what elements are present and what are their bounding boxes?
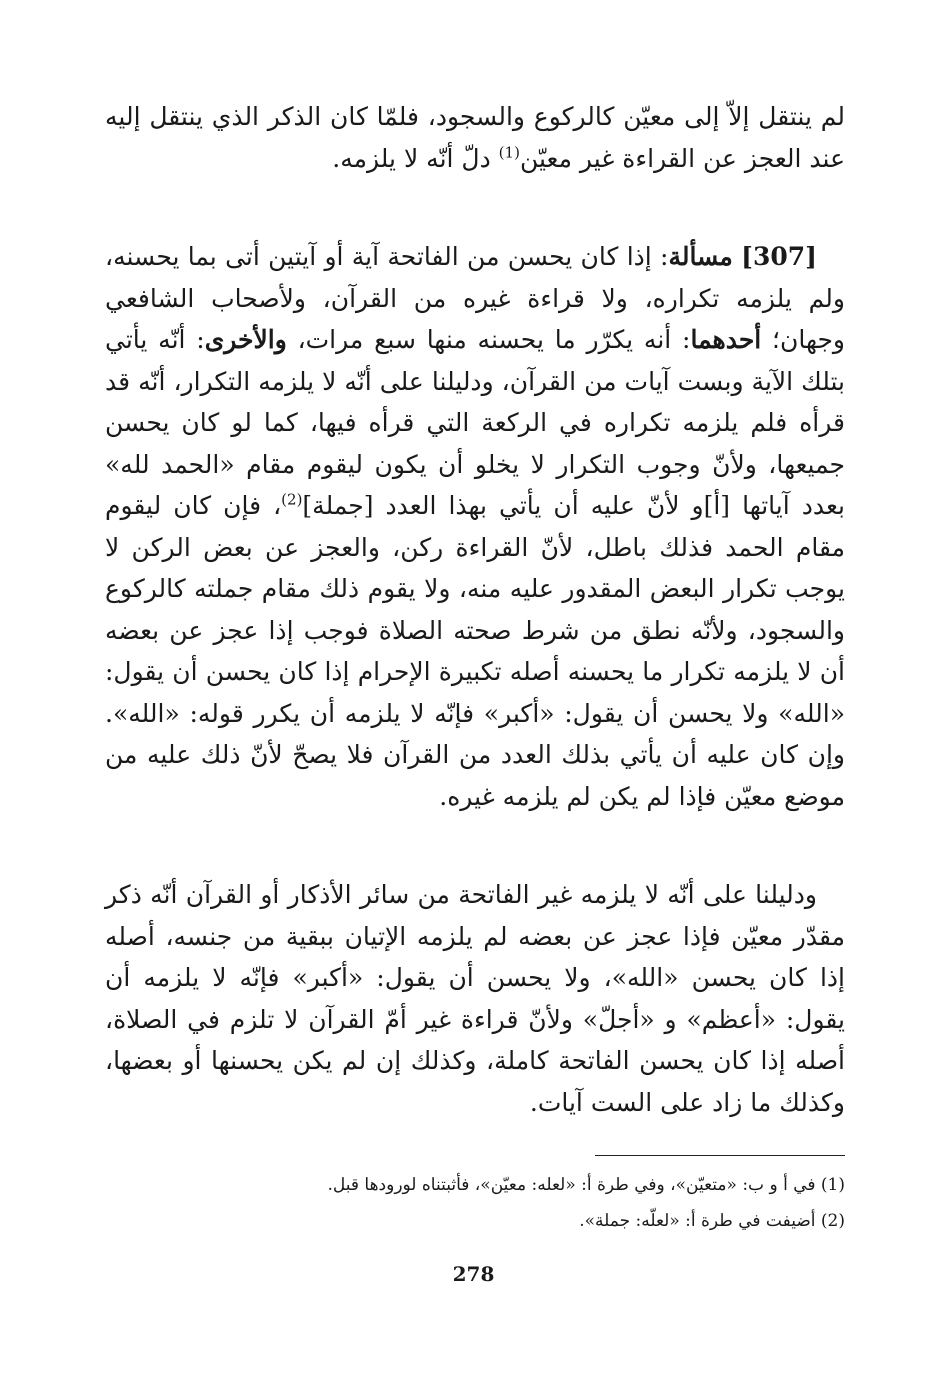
issue-number: [307] <box>741 242 817 271</box>
paragraph-2-text-c: : أنّه يأتي بتلك الآية وبست آيات من القرآن، ودليلنا على أنّه لا يلزمه التكرار، أنّه قد قرأه فلم يلزمه تكراره في الركعة التي قرأه فيها، كما لو كان يحسن جميعها، ولأنّ وجوب التكرار لا يخلو أن يكون ليقوم مقام «الحمد لله» بعدد آياتها [أ]و لأنّ عليه أن يأتي بهذا العدد [جملة] <box>105 325 845 520</box>
page-number: 278 <box>452 1262 495 1286</box>
paragraph-2-text-b: : أنه يكرّر ما يحسنه منها سبع مرات، <box>286 325 691 354</box>
paragraph-2-text-d: ، فإن كان ليقوم مقام الحمد فذلك باطل، لأنّ القراءة ركن، والعجز عن بعض الركن لا يوجب تكرار البعض المقدور عليه منه، ولا يقوم ذلك مقام جملته كالركوع والسجود، ولأنّه نطق من شرط صحته الصلاة فوجب إذا عجز عن بعضه أن لا يلزمه تكرار ما يحسنه أصله تكبيرة الإحرام إذا كان يحسن أن يقول: «الله» ولا يحسن أن يقول: «أكبر» فإنّه لا يلزمه أن يكرر قوله: «الله». وإن كان عليه أن يأتي بذلك العدد من القرآن فلا يصحّ لأنّ ذلك عليه من موضع معيّن فإذا لم يكن لم يلزمه غيره. <box>105 491 845 811</box>
paragraph-1-text: لم ينتقل إلاّ إلى معيّن كالركوع والسجود، فلمّا كان الذكر الذي ينتقل إليه عند العجز عن القراءة غير معيّن <box>105 102 845 173</box>
footnote-2: (2) أضيفت في طرة أ: «لعلّه: جملة». <box>579 1211 845 1231</box>
paragraph-2-text-a: : إذا كان يحسن من الفاتحة آية أو آيتين أتى بما يحسنه، ولم يلزمه تكراره، ولا قراءة غيره من القرآن، ولأصحاب الشافعي وجهان؛ <box>105 242 845 354</box>
footnote-divider <box>595 1155 845 1156</box>
paragraph-1 <box>105 96 845 179</box>
paragraph-3-text: ودليلنا على أنّه لا يلزمه غير الفاتحة من سائر الأذكار أو القرآن أنّه ذكر مقدّر معيّن فإذا عجز عن بعضه لم يلزمه الإتيان ببقية من جنسه، أصله إذا كان يحسن «الله»، ولا يحسن أن يقول: «أكبر» فإنّه لا يلزمه أن يقول: «أعظم» و «أجلّ» ولأنّ قراءة غير أمّ القرآن لا تلزم في الصلاة، أصله إذا كان يحسن الفاتحة كاملة، وكذلك إن لم يكن يحسنها أو بعضها، وكذلك ما زاد على الست آيات. <box>105 880 845 1117</box>
issue-label: مسألة <box>668 242 733 271</box>
first-view-label: أحدهما <box>690 325 762 354</box>
paragraph-1-end: دلّ أنّه لا يلزمه. <box>332 143 499 173</box>
footnote-1: (1) في أ و ب: «متعيّن»، وفي طرة أ: «لعله: معيّن»، فأثبتناه لورودها قبل. <box>327 1175 845 1195</box>
other-view-label: والأخرى <box>204 325 287 354</box>
footnote-ref-1[interactable]: (1) <box>498 143 520 162</box>
paragraph-3 <box>105 874 845 1123</box>
footnote-ref-2[interactable]: (2) <box>281 490 303 509</box>
paragraph-2 <box>105 236 845 817</box>
